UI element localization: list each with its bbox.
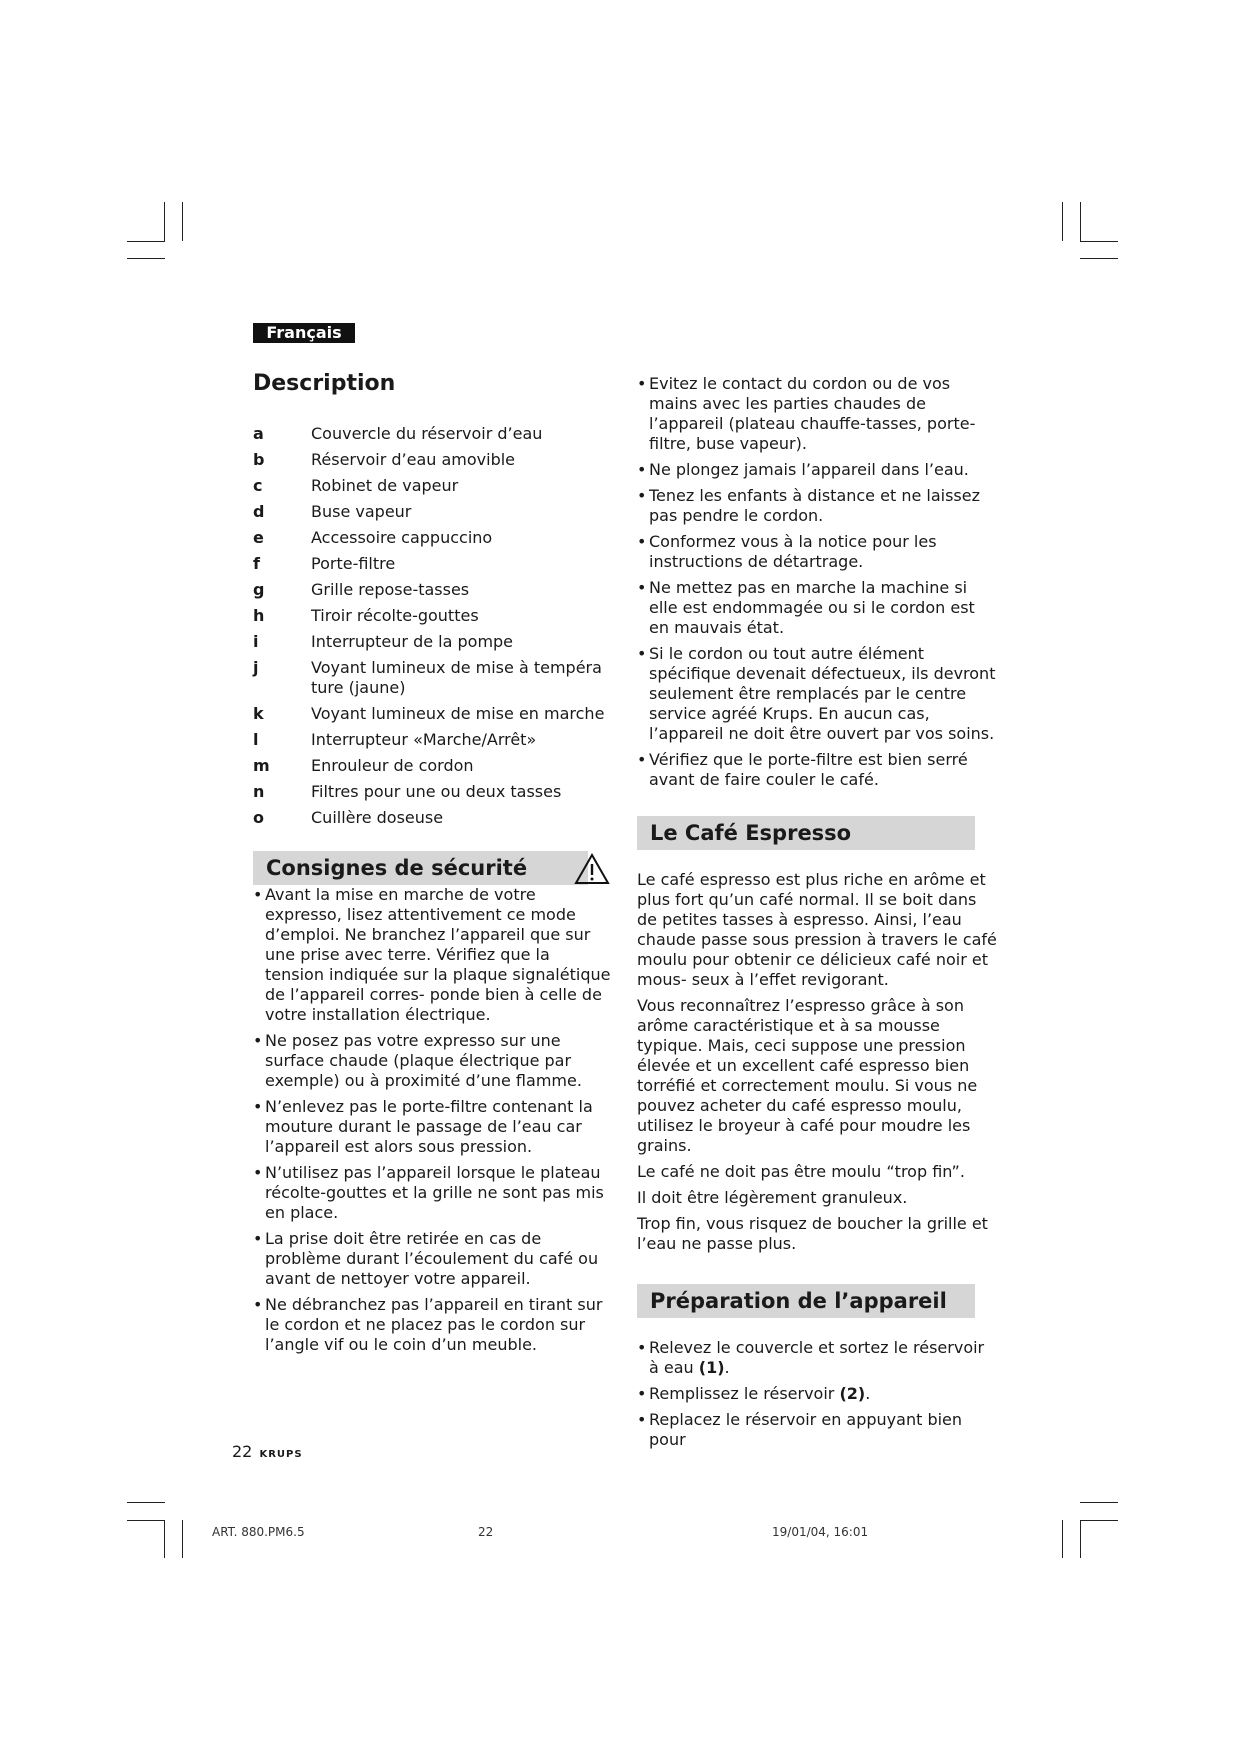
list-item: • N’utilisez pas l’appareil lorsque le plateau récolte-gouttes et la grille ne sont pas mis en place.	[253, 1163, 613, 1223]
item-letter: b	[253, 450, 265, 469]
espresso-title: Le Café Espresso	[650, 821, 852, 845]
preparation-heading	[637, 1284, 975, 1318]
left-column	[253, 370, 613, 1361]
list-item: • La prise doit être retirée en cas de problème durant l’écoulement du café ou avant de nettoyer votre appareil.	[253, 1229, 613, 1289]
item-text: Replacez le réservoir en appuyant bien pour	[649, 1410, 963, 1449]
paragraph: Il doit être légèrement granuleux.	[637, 1188, 908, 1207]
crop-mark	[127, 258, 165, 259]
page-footer	[232, 1442, 303, 1461]
item-letter: l	[253, 730, 259, 749]
item-text: Interrupteur de la pompe	[311, 632, 514, 651]
list-item: • Vérifiez que le porte-filtre est bien serré avant de faire couler le café.	[637, 750, 999, 790]
preparation-title: Préparation de l’appareil	[650, 1289, 947, 1313]
list-item: • Avant la mise en marche de votre expresso, lisez attentivement ce mode d’emploi. Ne branchez l’appareil que sur une prise avec terre. Vérifiez que la tension indiquée sur la plaque signalétique de l’appareil corres- ponde bien à celle de votre installation électrique.	[253, 885, 613, 1025]
list-item	[253, 782, 613, 802]
list-item	[253, 632, 613, 652]
crop-mark	[1062, 1520, 1063, 1558]
list-item: • Ne posez pas votre expresso sur une surface chaude (plaque électrique par exemple) ou à proximité d’une flamme.	[253, 1031, 613, 1091]
item-letter: m	[253, 756, 270, 775]
item-text: Couvercle du réservoir d’eau	[311, 424, 543, 443]
crop-mark	[164, 1520, 165, 1558]
item-text: Interrupteur «Marche/Arrêt»	[311, 730, 537, 749]
list-item: • Si le cordon ou tout autre élément spécifique devenait défectueux, ils devront seulement être remplacés par le centre service agréé Krups. En aucun cas, l’appareil ne doit être ouvert par vos soins.	[637, 644, 999, 744]
crop-mark	[164, 202, 165, 241]
crop-mark	[1080, 258, 1118, 259]
safety-title: Consignes de sécurité	[266, 856, 528, 880]
crop-mark	[1080, 241, 1118, 242]
item-text: Cuillère doseuse	[311, 808, 444, 827]
crop-mark	[182, 202, 183, 241]
list-item: • N’enlevez pas le porte-filtre contenant la mouture durant le passage de l’eau car l’appareil est alors sous pression.	[253, 1097, 613, 1157]
crop-mark	[1080, 1520, 1081, 1558]
item-text: .	[724, 1358, 730, 1377]
item-letter: o	[253, 808, 264, 827]
item-letter: k	[253, 704, 264, 723]
paragraph: Trop fin, vous risquez de boucher la grille et l’eau ne passe plus.	[637, 1214, 988, 1253]
item-text: Robinet de vapeur	[311, 476, 459, 495]
list-item	[253, 424, 613, 444]
crop-mark	[127, 241, 165, 242]
item-text: Filtres pour une ou deux tasses	[311, 782, 562, 801]
list-item: • Conformez vous à la notice pour les instructions de détartrage.	[637, 532, 999, 572]
page-number: 22	[232, 1442, 253, 1461]
list-item	[253, 476, 613, 496]
preparation-list	[637, 1338, 999, 1450]
list-item	[253, 756, 613, 776]
crop-mark	[1062, 202, 1063, 241]
description-title: Description	[253, 371, 396, 396]
item-text: Enrouleur de cordon	[311, 756, 474, 775]
list-item	[253, 704, 613, 724]
item-letter: d	[253, 502, 265, 521]
item-letter: c	[253, 476, 263, 495]
crop-mark	[182, 1520, 183, 1558]
safety-list	[253, 885, 613, 1355]
item-text: Voyant lumineux de mise à tempéra ture (jaune)	[311, 658, 602, 697]
list-item	[637, 1410, 999, 1450]
list-item	[253, 808, 613, 828]
slug-file: ART. 880.PM6.5	[212, 1525, 305, 1539]
item-text: Buse vapeur	[311, 502, 412, 521]
espresso-body	[637, 870, 999, 1254]
list-item	[253, 528, 613, 548]
item-text: Réservoir d’eau amovible	[311, 450, 516, 469]
slug-date: 19/01/04, 16:01	[772, 1525, 869, 1539]
list-item: • Tenez les enfants à distance et ne laissez pas pendre le cordon.	[637, 486, 999, 526]
language-tab: Français	[253, 323, 355, 343]
item-letter: n	[253, 782, 265, 801]
item-text: .	[865, 1384, 871, 1403]
item-letter: h	[253, 606, 265, 625]
item-letter: j	[253, 658, 259, 677]
safety-list-continued	[637, 374, 999, 790]
crop-mark	[1080, 1520, 1118, 1521]
crop-mark	[127, 1520, 165, 1521]
brand-logo: KRUPS	[259, 1449, 303, 1460]
paragraph: Le café ne doit pas être moulu “trop fin”.	[637, 1162, 965, 1181]
slug-page: 22	[478, 1525, 494, 1539]
item-letter: e	[253, 528, 264, 547]
list-item	[253, 554, 613, 574]
item-letter: f	[253, 554, 260, 573]
crop-mark	[1080, 202, 1081, 241]
item-letter: a	[253, 424, 264, 443]
item-text: Tiroir récolte-gouttes	[311, 606, 479, 625]
item-text: Voyant lumineux de mise en marche	[311, 704, 605, 723]
description-list	[253, 424, 613, 828]
right-column	[637, 374, 999, 1456]
espresso-heading	[637, 816, 975, 850]
item-text: Accessoire cappuccino	[311, 528, 493, 547]
list-item: • Ne mettez pas en marche la machine si elle est endommagée ou si le cordon est en mauvais état.	[637, 578, 999, 638]
item-text: Porte-filtre	[311, 554, 396, 573]
paragraph: Vous reconnaîtrez l’espresso grâce à son arôme caractéristique et à sa mousse typique. Mais, ceci suppose une pression élevée et un excellent café espresso bien torréfié et correctement moulu. Si vous ne pouvez acheter du café espresso moulu, utilisez le broyeur à café pour moudre les grains.	[637, 996, 978, 1155]
warning-triangle-icon	[574, 853, 610, 885]
list-item	[637, 1338, 999, 1378]
list-item: • Ne débranchez pas l’appareil en tirant sur le cordon et ne placez pas le cordon sur l’angle vif ou le coin d’un meuble.	[253, 1295, 613, 1355]
list-item	[253, 450, 613, 470]
item-text: Remplissez le réservoir	[649, 1384, 840, 1403]
figure-ref: (1)	[698, 1358, 725, 1377]
item-text: Relevez le couvercle et sortez le réservoir à eau	[649, 1338, 985, 1377]
list-item	[253, 658, 613, 698]
item-letter: g	[253, 580, 265, 599]
list-item	[253, 580, 613, 600]
crop-mark	[1080, 1502, 1118, 1503]
list-item	[253, 606, 613, 626]
item-letter: i	[253, 632, 259, 651]
paragraph: Le café espresso est plus riche en arôme et plus fort qu’un café normal. Il se boit dans de petites tasses à espresso. Ainsi, l’eau chaude passe sous pression à travers le café moulu pour obtenir ce délicieux café noir et mous- seux à l’effet revigorant.	[637, 870, 997, 989]
list-item	[253, 502, 613, 522]
list-item	[637, 1384, 999, 1404]
figure-ref: (2)	[839, 1384, 866, 1403]
crop-mark	[127, 1502, 165, 1503]
list-item	[253, 730, 613, 750]
list-item: • Ne plongez jamais l’appareil dans l’eau.	[637, 460, 999, 480]
item-text: Grille repose-tasses	[311, 580, 470, 599]
list-item: • Evitez le contact du cordon ou de vos mains avec les parties chaudes de l’appareil (plateau chauffe-tasses, porte-filtre, buse vapeur).	[637, 374, 999, 454]
safety-heading	[253, 851, 588, 885]
